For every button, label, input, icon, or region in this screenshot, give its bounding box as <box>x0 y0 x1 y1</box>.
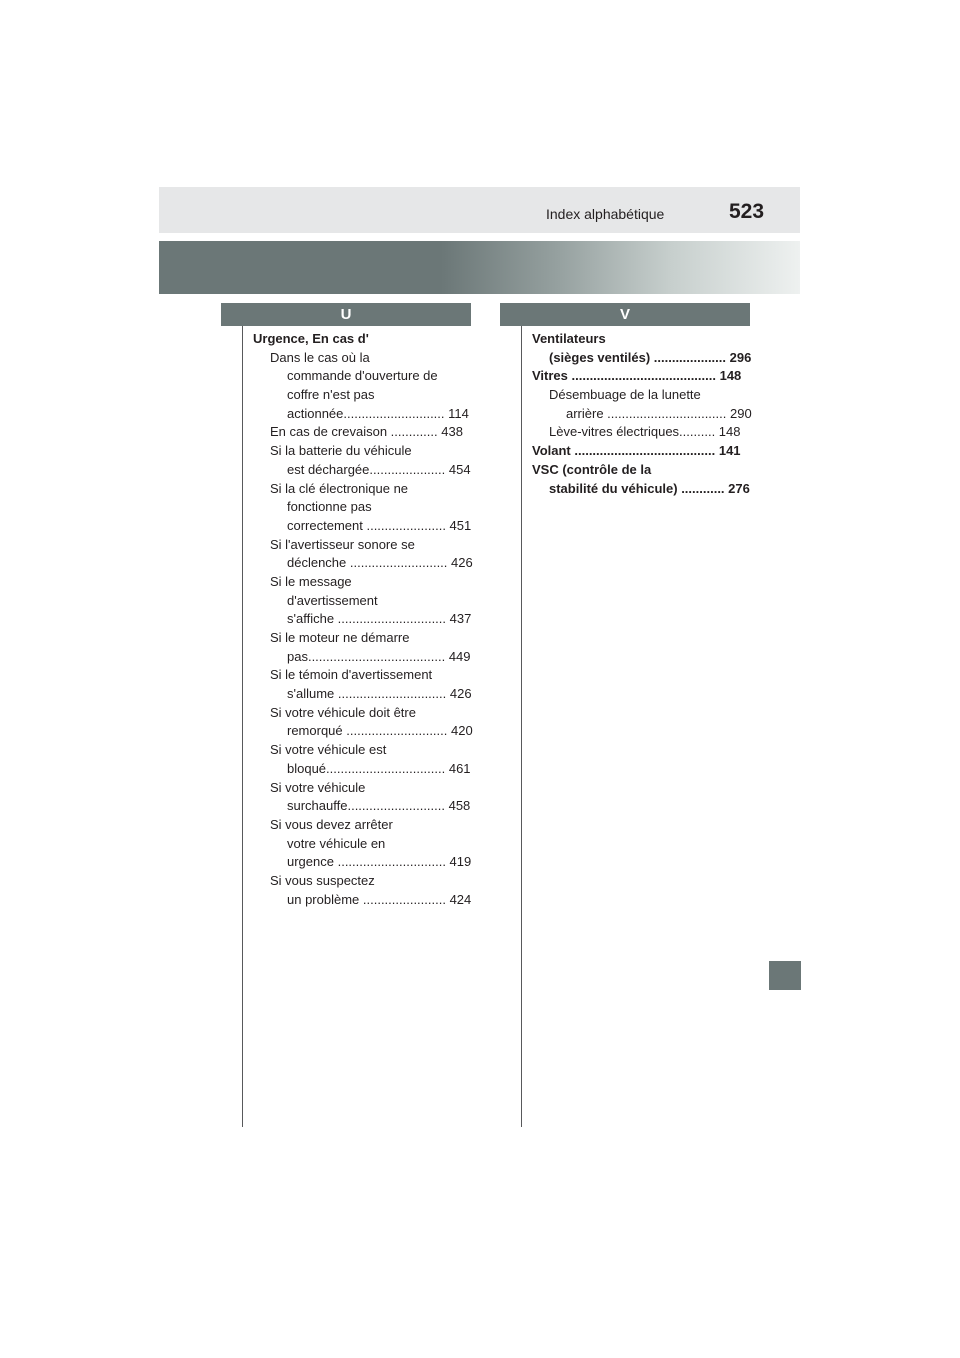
index-entry: Ventilateurs <box>532 331 606 346</box>
index-entry: d'avertissement <box>287 592 378 608</box>
letter-heading-u: U <box>221 303 471 326</box>
index-entry: s'affiche .............................. 437 <box>287 611 472 627</box>
index-entry: urgence .............................. 419 <box>287 854 472 870</box>
index-entry: Lève-vitres électriques.......... 148 <box>549 424 741 440</box>
column-divider-right <box>521 326 522 1127</box>
chapter-thumb-tab <box>769 961 801 990</box>
index-entry: Si l'avertisseur sonore se <box>270 536 415 552</box>
index-entry: commande d'ouverture de <box>287 368 438 384</box>
index-entry: un problème ....................... 424 <box>287 891 472 907</box>
index-entry: VSC (contrôle de la <box>532 461 652 477</box>
index-entry: Volant ....................................... 141 <box>532 443 741 459</box>
index-entry: stabilité du véhicule) ............ 276 <box>549 480 750 496</box>
index-entry: s'allume .............................. 426 <box>287 686 472 702</box>
index-entry: coffre n'est pas <box>287 387 375 403</box>
index-column-u <box>253 330 472 909</box>
index-entry: Si la clé électronique ne <box>270 480 409 496</box>
index-entry: Si la batterie du véhicule <box>270 443 412 459</box>
index-entry: Désembuage de la lunette <box>549 387 701 403</box>
section-title: Index alphabétique <box>546 206 665 222</box>
index-entry: fonctionne pas <box>287 499 372 515</box>
index-entry: remorqué ............................ 420 <box>287 723 473 739</box>
index-entry: pas...................................... 449 <box>287 648 471 664</box>
index-entry: Vitres ........................................ 148 <box>532 368 742 384</box>
index-entry: actionnée............................ 114 <box>287 405 469 421</box>
index-entry: Si votre véhicule doit être <box>270 704 416 720</box>
index-entry: Si vous suspectez <box>270 872 375 888</box>
gradient-banner <box>159 241 800 294</box>
index-column-v <box>532 330 751 498</box>
index-entry: Dans le cas où la <box>270 349 370 365</box>
index-entry: Si vous devez arrêter <box>270 816 393 832</box>
index-entry: bloqué................................. 461 <box>287 760 471 776</box>
index-entry: Si le témoin d'avertissement <box>270 667 433 683</box>
index-entry: (sièges ventilés) .................... 296 <box>549 349 752 365</box>
page-number: 523 <box>729 200 765 223</box>
index-entry: déclenche ........................... 426 <box>287 555 473 571</box>
index-entry: Si votre véhicule est <box>270 742 387 758</box>
index-entry: Si le moteur ne démarre <box>270 630 410 645</box>
column-divider-left <box>242 326 243 1127</box>
index-entry: est déchargée..................... 454 <box>287 461 471 477</box>
index-entry: Si votre véhicule <box>270 779 366 795</box>
index-entry: arrière ................................. 290 <box>566 405 752 421</box>
header-band <box>159 187 800 233</box>
index-entry: Si le message <box>270 573 352 589</box>
letter-heading-v: V <box>500 303 750 326</box>
index-entry: votre véhicule en <box>287 835 386 851</box>
index-entry: Urgence, En cas d' <box>253 331 369 346</box>
index-entry: surchauffe........................... 458 <box>287 798 471 814</box>
index-entry: En cas de crevaison ............. 438 <box>270 424 463 440</box>
index-entry: correctement ...................... 451 <box>287 517 472 533</box>
